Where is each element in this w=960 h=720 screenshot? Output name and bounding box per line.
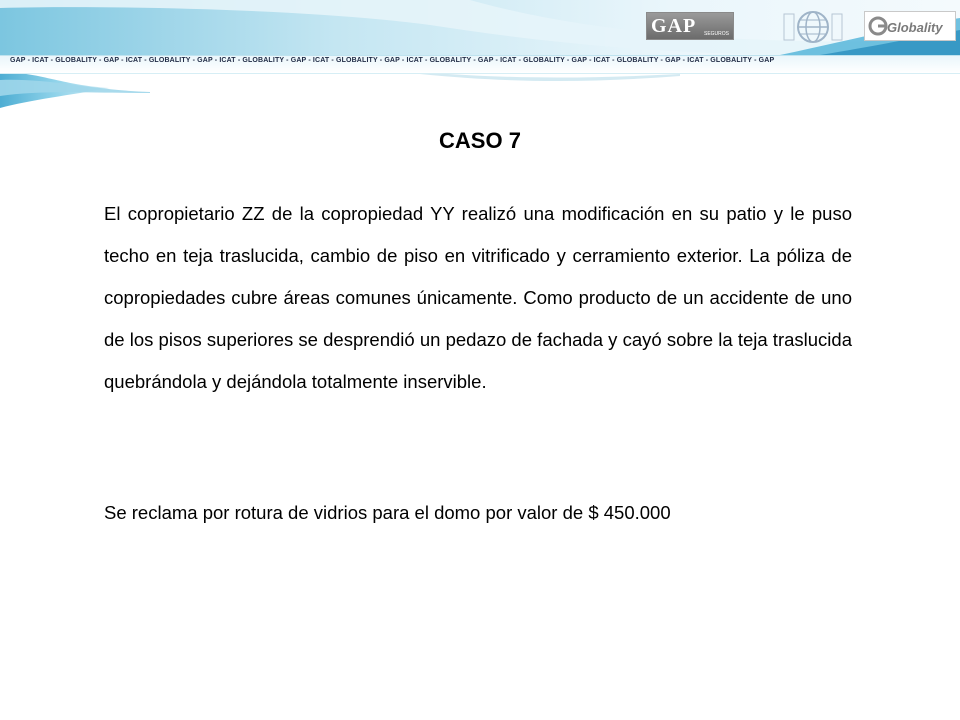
slide-title: CASO 7 bbox=[439, 128, 521, 153]
globality-logo bbox=[864, 11, 956, 41]
header-tagline: GAP - ICAT - GLOBALITY - GAP - ICAT - GLOBALITY - GAP - ICAT - GLOBALITY - GAP - ICAT - GLOBALITY - GAP - ICAT - GLOBALITY - GAP - ICAT - GLOBALITY - GAP - ICAT - GLOBALITY - GAP - ICAT - GLOBALITY - GAP bbox=[10, 57, 775, 64]
icat-logo bbox=[782, 9, 844, 45]
globality-logo-text: Globality bbox=[887, 20, 943, 35]
gap-logo-text: GAP bbox=[651, 15, 697, 37]
case-description: El copropietario ZZ de la copropiedad YY realizó una modificación en su patio y le puso techo en teja traslucida, cambio de piso en vitrificado y cerramiento exterior. La póliza de copropiedades cubre áreas comunes únicamente. Como producto de un accidente de uno de los pisos superiores se desprendió un pedazo de fachada y cayó sobre la teja traslucida quebrándola y dejándola totalmente inservible. bbox=[104, 203, 852, 392]
gap-logo bbox=[646, 12, 734, 40]
claim-statement: Se reclama por rotura de vidrios para el domo por valor de $ 450.000 bbox=[104, 502, 671, 523]
gap-logo-subtext: SEGUROS bbox=[703, 31, 729, 37]
